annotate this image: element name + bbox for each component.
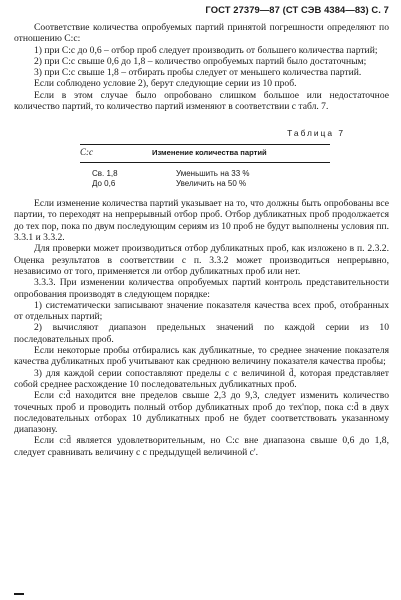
list-item-lead: 3) при C:c свыше 1,8: [34, 67, 119, 79]
list-item-3: [14, 67, 389, 78]
paragraph: 2) вычисляют диапазон предельных значений по каждой серии из 10 последовательных проб.: [14, 322, 389, 345]
paragraph: Если соблюдено условие 2), берут следующие серии из 10 проб.: [34, 78, 297, 90]
list-item-text: – отбор проб следует производить от большего количества партий;: [101, 44, 378, 56]
paragraph: Если в этом случае было опробовано слишком большое или недостаточное количество партий, то количество партий изменяют в соответствии с табл. 7.: [14, 89, 389, 113]
table-header-row: [80, 144, 330, 162]
list-item-text: – отбирать пробы следует от меньшего количества партий.: [118, 67, 362, 79]
paragraph: Если некоторые пробы отбирались как дубликатные, то среднее значение показателя качества дубликатных проб учитывают как среднюю величину показателя качества пробы;: [14, 345, 389, 368]
paragraph: Соответствие количества опробуемых партий принятой погрешности определяют по отношению C:c:: [14, 22, 389, 45]
table-row: [80, 179, 330, 199]
paragraph: Если изменение количества партий указывает на то, что должны быть опробованы все партии, то переходят на непрерывный отбор проб. Отбор дубликатных проб продолжается до тех пор, пока по двум последующим сериям из 10 проб не будут выполнены условия пп. 3.3.1 и 3.3.2.: [14, 198, 389, 244]
paragraph: Для проверки может производиться отбор дубликатных проб, как изложено в п. 2.3.2. Оценка результатов в соответствии с п. 3.3.2 может производиться непрерывно, независимо от того, применяется ли отбор дубликатных проб или нет.: [14, 243, 389, 277]
paragraph: 1) систематически записывают значение показателя качества всех проб, отобранных от отдельных партий;: [14, 299, 389, 323]
table-cell: Увеличить на 50 %: [176, 178, 247, 188]
paragraph: 3) для каждой серии сопоставляют пределы c с величиной d̄, которая представляет собой среднее расхождение 10 последовательных дубликатных проб.: [14, 367, 389, 390]
table-header-ratio: C:c: [80, 144, 152, 162]
page-body: [14, 22, 389, 458]
section-3-3-3: 3.3.3. При изменении количества опробуемых партий контроль представительности опробования производят в следующем порядке:: [14, 277, 389, 300]
list-item-lead: 1) при C:c до 0,6: [34, 44, 102, 56]
list-item-2: [14, 56, 389, 67]
table-7: [80, 144, 330, 198]
paragraph: Если c:d̄ находится вне пределов свыше 2,3 до 9,3, следует изменить количество точечных проб и проводить полный отбор дубликатных проб до тех'пор, пока c:d̄ в двух последовательных отборах 10 дубликатных проб не будет соответствовать указанному диапазону.: [14, 390, 389, 436]
table-row: [80, 162, 330, 178]
list-item-text: – количество опробуемых партий было достаточным;: [145, 55, 367, 67]
page-edge-mark: [14, 593, 24, 598]
list-item-1: [14, 45, 389, 56]
paragraph: Если c:d̄ является удовлетворительным, но C:c вне диапазона свыше 0,6 до 1,8, следует сравнивать величину c с предыдущей величиной c'.: [14, 435, 389, 458]
table-cell: Св. 1,8: [92, 168, 118, 178]
list-item-lead: 2) при C:c свыше 0,6 до 1,8: [34, 55, 146, 67]
table-header-change: Изменение количества партий: [152, 144, 330, 162]
table-cell: До 0,6: [92, 178, 116, 188]
table-cell: Уменьшить на 33 %: [176, 168, 250, 178]
table-caption: Таблица 7: [287, 128, 345, 139]
running-head: ГОСТ 27379—87 (СТ СЭВ 4384—83) С. 7: [205, 4, 389, 15]
